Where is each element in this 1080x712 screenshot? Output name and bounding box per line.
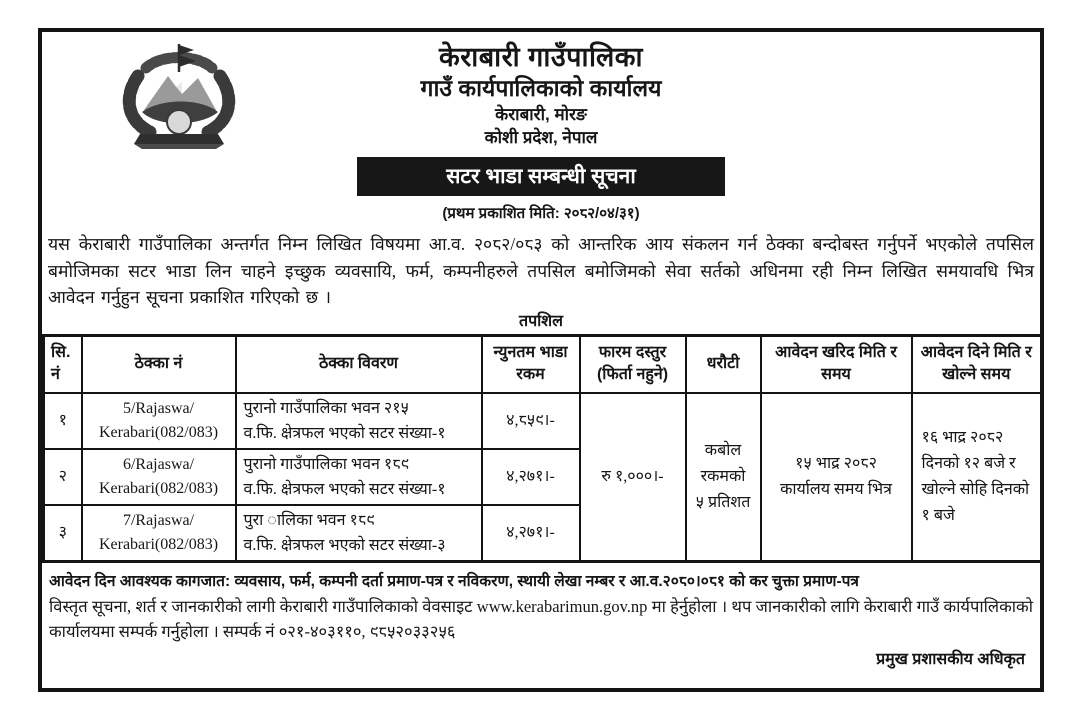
cell-desc-2 xyxy=(236,449,482,505)
table-header-row xyxy=(44,335,1042,393)
cell-deposit: कबोल रकमको ५ प्रतिशत xyxy=(686,393,761,561)
contract-line-1: 5/Rajaswa/ xyxy=(122,400,195,417)
notice-table xyxy=(42,334,1043,563)
contract-line-2: Kerabari(082/083) xyxy=(98,424,219,441)
desc-line-1: पुरानो गाउँपालिका भवन १८९ xyxy=(243,456,409,473)
contract-line-1: 7/Rajaswa/ xyxy=(122,511,195,529)
notice-title-banner: सटर भाडा सम्बन्धी सूचना xyxy=(357,157,725,196)
org-office: गाउँ कार्यपालिकाको कार्यालय xyxy=(420,75,662,101)
cell-contract-3 xyxy=(82,505,236,561)
cell-contract-2 xyxy=(82,449,236,505)
publication-date: (प्रथम प्रकाशित मिति: २०८२/०४/३१) xyxy=(442,205,640,222)
col-header-sn: सि. नं xyxy=(44,335,82,393)
contract-line-2: Kerabari(082/083) xyxy=(98,480,219,497)
cell-purchase-date: १५ भाद्र २०८२ कार्यालय समय भित्र xyxy=(761,393,912,561)
additional-info-paragraph: विस्तृत सूचना, शर्त र जानकारीको लागी केराबारी गाउँपालिकाको वेवसाइट www.kerabarimun.gov.np मा हेर्नुहोला । थप जानकारीको लागि केराबारी गाउँ कार्यपालिकाको कार्यालयमा सम्पर्क गर्नुहोला । सम्पर्क नं ०२१-४०३११०, ९८५२०३३२५६ xyxy=(49,596,1033,641)
desc-line-2: व.फि. क्षेत्रफल भएको सटर संख्या-१ xyxy=(243,481,446,498)
cell-sn-3: ३ xyxy=(44,505,82,561)
desc-line-1: पुरा ालिका भवन १८९ xyxy=(243,511,375,529)
org-province: कोशी प्रदेश, नेपाल xyxy=(484,128,598,147)
org-name: केराबारी गाउँपालिका xyxy=(438,42,644,72)
col-header-min-rent: न्युनतम भाडा रकम xyxy=(482,335,580,393)
cell-min-rent-2: ४,२७१।- xyxy=(482,449,580,505)
desc-line-2: व.फि. क्षेत्रफल भएको सटर संख्या-३ xyxy=(243,536,446,554)
contract-line-1: 6/Rajaswa/ xyxy=(122,456,195,473)
col-header-description: ठेक्का विवरण xyxy=(236,335,482,393)
municipal-emblem-icon xyxy=(116,38,242,152)
col-header-contract-no: ठेक्का नं xyxy=(82,335,236,393)
cell-contract-1 xyxy=(82,393,236,449)
cell-desc-3 xyxy=(236,505,482,561)
desc-line-1: पुरानो गाउँपालिका भवन २१५ xyxy=(243,400,409,417)
required-documents-line: आवेदन दिन आवश्यक कागजात: व्यवसाय, फर्म, कम्पनी दर्ता प्रमाण-पत्र र नविकरण, स्थायी लेखा नम्बर र आ.व.२०८०।०८१ को कर चुक्ता प्रमाण-पत्र xyxy=(49,572,859,590)
cell-form-fee: रु १,०००।- xyxy=(580,393,686,561)
cell-desc-1 xyxy=(236,393,482,449)
cell-min-rent-1: ४,८५९।- xyxy=(482,393,580,449)
intro-paragraph: यस केराबारी गाउँपालिका अन्तर्गत निम्न लिखित विषयमा आ.व. २०८२/०८३ को आन्तरिक आय संकलन गर्न ठेक्का बन्दोबस्त गर्नुपर्ने भएकोले तपसिल बमोजिमका सटर भाडा लिन चाहने इच्छुक व्यवसायि, फर्म, कम्पनीहरुले तपसिल बमोजिमको सेवा सर्तको अधिनमा रही निम्न लिखित समयावधि भित्र आवेदन गर्नुहुन सूचना प्रकाशित गरिएको छ । xyxy=(48,234,1034,307)
signature-title: प्रमुख प्रशासकीय अधिकृत xyxy=(876,650,1025,668)
table-title: तपशिल xyxy=(518,312,564,330)
cell-sn-2: २ xyxy=(44,449,82,505)
org-address: केराबारी, मोरङ xyxy=(495,105,587,124)
col-header-purchase-date: आवेदन खरिद मिति र समय xyxy=(761,335,912,393)
notice-border-frame xyxy=(38,28,1044,692)
cell-min-rent-3: ४,२७१।- xyxy=(482,505,580,561)
col-header-form-fee: फारम दस्तुर (फिर्ता नहुने) xyxy=(580,335,686,393)
desc-line-2: व.फि. क्षेत्रफल भएको सटर संख्या-१ xyxy=(243,425,446,442)
footer xyxy=(49,570,1033,669)
table-row xyxy=(44,393,1042,449)
contract-line-2: Kerabari(082/083) xyxy=(98,535,219,553)
col-header-submit-date: आवेदन दिने मिति र खोल्ने समय xyxy=(912,335,1042,393)
cell-sn-1: १ xyxy=(44,393,82,449)
cell-submit-date: १६ भाद्र २०८२ दिनको १२ बजे र खोल्ने सोहि दिनको १ बजे xyxy=(912,393,1042,561)
col-header-deposit: धरौटी xyxy=(686,335,761,393)
letterhead xyxy=(42,32,1040,223)
